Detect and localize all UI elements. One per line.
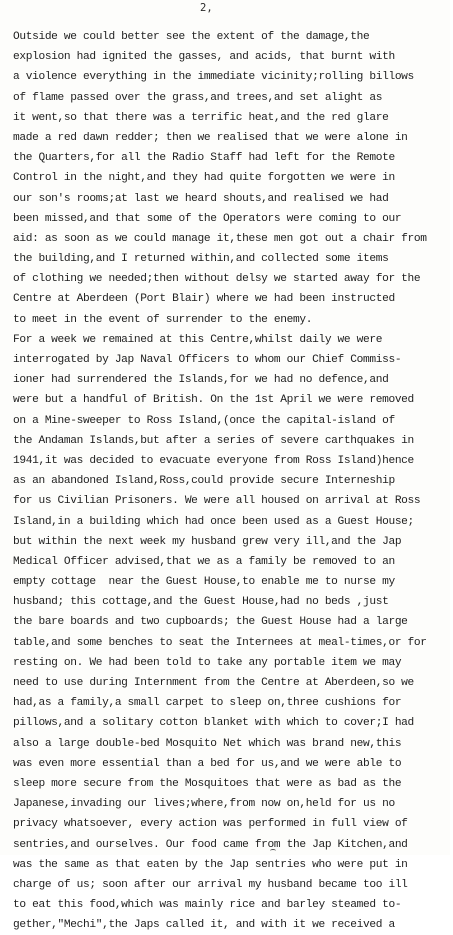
text-line: husband; this cottage,and the Guest House,had no beds ,just (13, 596, 389, 609)
text-line: a violence everything in the immediate vicinity;rolling billows (13, 71, 414, 84)
text-line: was even more essential than a bed for us,and we were able to (13, 757, 402, 770)
text-line: Control in the night,and they had quite forgotten we were in (13, 172, 395, 185)
text-line: but within the next week my husband grew very ill,and the Jap (13, 535, 402, 548)
text-line: Centre at Aberdeen (Port Blair) where we had been instructed (13, 293, 395, 306)
text-line: Japanese,invading our lives;where,from now on,held for us no (13, 798, 395, 811)
text-line: interrogated by Jap Naval Officers to whom our Chief Commiss- (13, 354, 402, 366)
text-line: privacy whatsoever, every action was performed in full view of (13, 818, 408, 831)
text-line: it went,so that there was a terrific heat,and the red glare (13, 111, 389, 124)
text-line: of clothing we needed;then without delsy we started away for the (13, 273, 421, 286)
text-line: Medical Officer advised,that we as a family be removed to an (13, 555, 395, 568)
text-line: to meet in the event of surrender to the enemy. (13, 313, 313, 326)
text-line: For a week we remained at this Centre,whilst daily we were (13, 333, 383, 346)
text-line: had,as a family,a small carpet to sleep on,three cushions for (13, 697, 402, 710)
text-line: was the same as that eaten by the Jap sentries who were put in (13, 858, 408, 871)
text-line: Island,in a building which had once been used as a Guest House; (13, 515, 414, 528)
text-line: of flame passed over the grass,and trees,and set alight as (13, 91, 383, 104)
text-line: ioner had surrendered the Islands,for we had no defence,and (13, 374, 389, 387)
text-line: sleep more secure from the Mosquitoes that were as bad as the (13, 777, 402, 790)
document-body (13, 27, 453, 935)
text-line: the building,and I returned within,and collected some items (13, 253, 389, 266)
page-number: 2, (200, 2, 213, 14)
text-line: to eat this food,which was mainly rice and barley steamed to- (13, 899, 402, 912)
text-line: 1941,it was decided to evacuate everyone from Ross Island)hence (13, 454, 414, 467)
text-line: pillows,and a solitary cotton blanket with which to cover;I had (13, 717, 414, 730)
text-line: resting on. We had been told to take any portable item we may (13, 656, 402, 669)
text-line: the bare boards and two cupboards; the Guest House had a large (13, 616, 408, 629)
page-footer-mark (270, 849, 276, 853)
text-line: also a large double-bed Mosquito Net which was brand new,this (13, 737, 402, 750)
text-line: made a red dawn redder; then we realised that we were alone in (13, 131, 408, 144)
text-line: our son's rooms;at last we heard shouts,and realised we had (13, 192, 389, 205)
text-line: been missed,and that some of the Operators were coming to our (13, 212, 402, 225)
text-line: explosion had ignited the gasses, and acids, that burnt with (13, 51, 395, 64)
text-line: aid: as soon as we could manage it,these men got out a chair from (13, 232, 427, 245)
text-line: were but a handful of British. On the 1st April we were removed (13, 394, 414, 407)
text-line: for us Civilian Prisoners. We were all housed on arrival at Ross (13, 495, 421, 508)
text-line: table,and some benches to seat the Internees at meal-times,or for (13, 636, 427, 649)
text-line: Outside we could better see the extent of the damage,the (13, 31, 370, 43)
text-line: the Andaman Islands,but after a series of severe carthquakes in (13, 434, 414, 447)
text-line: need to use during Internment from the Centre at Aberdeen,so we (13, 677, 414, 689)
text-line: sentries,and ourselves. Our food came from the Jap Kitchen,and (13, 838, 408, 851)
text-line: the Quarters,for all the Radio Staff had left for the Remote (13, 152, 395, 165)
text-line: on a Mine-sweeper to Ross Island,(once the capital-island of (13, 414, 395, 427)
text-line: empty cottage near the Guest House,to enable me to nurse my (13, 576, 395, 589)
text-line: gether,"Mechi",the Japs called it, and with it we received a (13, 919, 395, 932)
text-line: as an abandoned Island,Ross,could provide secure Interneship (13, 475, 395, 488)
text-line: charge of us; soon after our arrival my husband became too ill (13, 878, 408, 891)
